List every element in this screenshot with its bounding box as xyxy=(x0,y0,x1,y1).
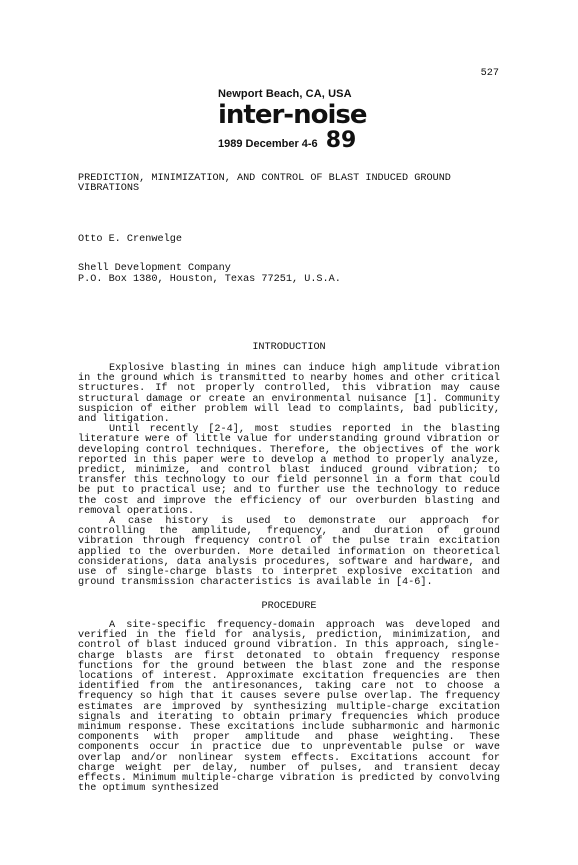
conference-location: Newport Beach, CA, USA xyxy=(218,88,352,100)
procedure-body xyxy=(78,621,500,794)
page-number: 527 xyxy=(480,68,499,79)
conference-logo: inter-noise xyxy=(218,100,367,130)
conference-dates: 1989 December 4-6 xyxy=(218,138,318,150)
paper-author: Otto E. Crenwelge xyxy=(78,234,182,245)
conference-date-row xyxy=(218,128,368,153)
section-heading-introduction: INTRODUCTION xyxy=(252,342,326,353)
conference-header xyxy=(218,88,368,151)
affiliation-address: P.O. Box 1380, Houston, Texas 77251, U.S.A. xyxy=(78,273,341,285)
section-heading-procedure: PROCEDURE xyxy=(261,601,317,612)
procedure-paragraph: A site-specific frequency-domain approach was developed and verified in the field for analysis, prediction, minimization, and control of blast induced ground vibration. In this approach, single-charge blasts are first detonated to obtain frequency response functions for the ground between the blast zone and the response locations of interest. Approximate excitation frequencies are then identified from the antiresonances, taking care not to choose a frequency so high that it causes severe pulse overlap. The frequency estimates are improved by synthesizing multiple-charge excitation signals and iterating to obtain primary frequencies which produce minimum response. These excitations include subharmonic and harmonic components with proper amplitude and phase weighting. These components occur in practice due to unpreventable pulse or wave overlap and/or nonlinear system effects. Excitations account for charge weight per delay, number of pulses, and transient decay effects. Minimum multiple-charge vibration is predicted by convolving the optimum synthesized xyxy=(78,620,500,795)
introduction-paragraph: Until recently [2-4], most studies reported in the blasting literature were of little value for understanding ground vibration or developing control techniques. Therefore, the objectives of the work reported in this paper were to develop a method to properly analyze, predict, minimize, and control blast induced ground vibration; to transfer this technology to our field personnel in a form that could be put to practical use; and to further use the technology to reduce the cost and improve the efficiency of our overburden blasting and removal operations. xyxy=(78,424,500,517)
introduction-paragraph: Explosive blasting in mines can induce high amplitude vibration in the ground which is transmitted to nearby homes and other critical structures. If not properly controlled, this vibration may cause structural damage or create an environmental nuisance [1]. Community suspicion of either problem will lead to complaints, bad publicity, and litigation. xyxy=(78,363,500,426)
introduction-body xyxy=(78,364,500,588)
author-affiliation xyxy=(78,264,341,285)
paper-title: PREDICTION, MINIMIZATION, AND CONTROL OF BLAST INDUCED GROUND VIBRATIONS xyxy=(78,173,451,195)
introduction-paragraph: A case history is used to demonstrate our approach for controlling the amplitude, frequency, and duration of ground vibration through frequency control of the pulse train excitation applied to the overburden. More detailed information on theoretical considerations, data analysis procedures, software and hardware, and use of single-charge blasts to interpret explosive excitation and ground transmission characteristics is available in [4-6]. xyxy=(78,516,500,589)
affiliation-company: Shell Development Company xyxy=(78,263,231,274)
conference-year-mark: 89 xyxy=(325,128,357,153)
